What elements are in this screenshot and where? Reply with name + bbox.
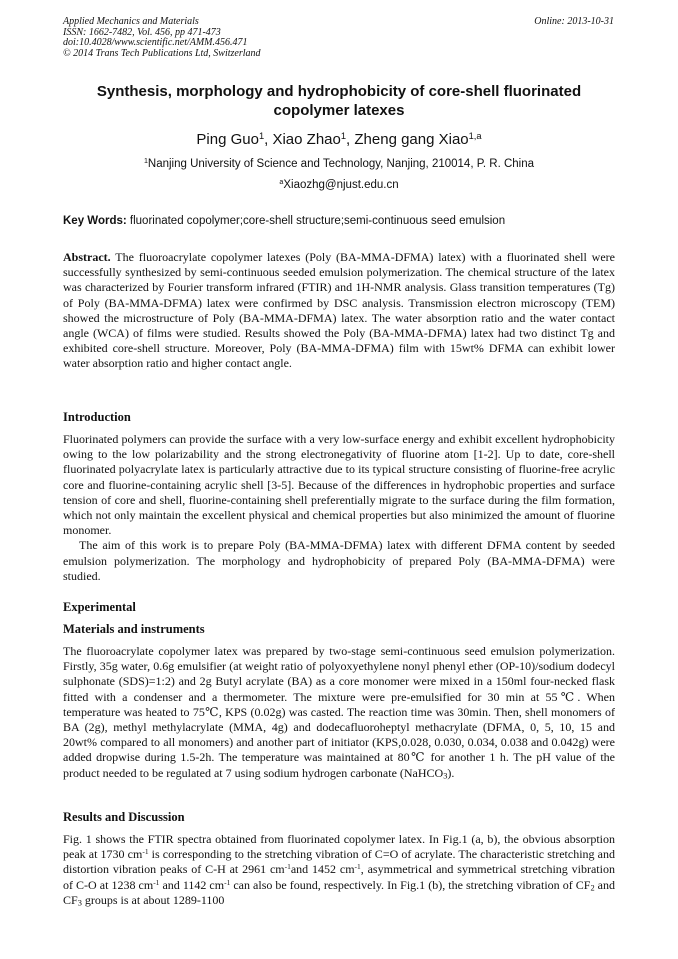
email-mark: a	[279, 178, 284, 187]
results-text: can also be found, respectively. In Fig.1 (b), the stretching vibration of CF	[230, 877, 591, 892]
unit-superscript: -1	[142, 847, 149, 857]
results-text: , asymmetrical and symmetrical stretching vibration of C-O at 1238 cm	[63, 862, 615, 892]
keywords-text: fluorinated copolymer;core-shell structure;semi-continuous seed emulsion	[126, 215, 506, 227]
results-body	[63, 832, 615, 908]
unit-superscript: -1	[153, 877, 160, 887]
experimental-text: The fluoroacrylate copolymer latex was prepared by two-stage semi-continuous seed emulsion polymerization. Firstly, 35g water, 0.6g emulsifier (at weight ratio of polyoxyethylene nonyl phenyl ether (OP-10)/sodium dodecyl sulphonate (SDS)=1:2) and 2g Butyl acrylate (BA) as a core monomer were mixed in a 150ml four-necked flask fitted with a condenser and a thermometer. The mixture were pre-emulsified for 30 min at 55℃. When temperature was heated to 75℃, KPS (0.02g) was casted. The reaction time was 30min. Then, shell monomers of BA (2g), methyl methylacrylate (MMA, 4g) and dodecafluoroheptyl methacrylate (DFMA, 0, 5, 10, 15 and 20wt% compared to all monomers) and another part of initiator (KPS,0.028, 0.030, 0.034, 0.038 and 0.042g) were added dropwise during 1.5-2h. The temperature was maintained at 80℃ for another 1 h. The pH value of the product needed to be regulated at 7 using sodium hydrogen carbonate (NaHCO	[63, 644, 615, 780]
introduction-body	[63, 432, 615, 584]
paper-title: Synthesis, morphology and hydrophobicity of core-shell fluorinated copolymer latexes	[96, 83, 582, 119]
author-affil-mark: 1	[258, 130, 265, 141]
introduction-heading: Introduction	[63, 410, 131, 424]
materials-subheading: Materials and instruments	[63, 622, 205, 636]
journal-header	[63, 17, 261, 59]
author-name: Zheng gang Xiao	[354, 131, 469, 148]
results-text: is corresponding to the stretching vibration of C=O of acrylate. The characteristic stretching and distortion vibration peaks of C-H at 2961 cm	[63, 847, 615, 877]
author-email	[63, 178, 615, 192]
affiliation	[63, 157, 615, 171]
results-text: and CF	[63, 877, 616, 907]
unit-superscript: -1	[224, 877, 231, 887]
formula-subscript: 2	[590, 883, 595, 893]
abstract	[63, 250, 615, 372]
author-affil-mark: 1	[340, 130, 347, 141]
doi-line: doi:10.4028/www.scientific.net/AMM.456.471	[63, 37, 248, 48]
author-name: Xiao Zhao	[272, 131, 341, 148]
author-name: Ping Guo	[196, 131, 259, 148]
results-text: and 1452 cm	[290, 862, 355, 877]
results-text: groups is at about 1289-1100	[81, 892, 225, 907]
formula-subscript: 3	[443, 771, 448, 781]
journal-name: Applied Mechanics and Materials	[63, 16, 199, 27]
results-heading: Results and Discussion	[63, 810, 185, 824]
formula-subscript: 3	[77, 898, 82, 908]
issn-line: ISSN: 1662-7482, Vol. 456, pp 471-473	[63, 26, 221, 38]
unit-superscript: -1	[284, 862, 291, 872]
experimental-body	[63, 644, 615, 781]
results-paragraph	[63, 832, 615, 908]
introduction-paragraph-2: The aim of this work is to prepare Poly (BA-MMA-DFMA) latex with different DFMA content by seeded emulsion polymerization. The morphology and hydrophobicity of prepared Poly (BA-MMA-DFMA) were studied.	[63, 538, 615, 583]
experimental-paragraph	[63, 644, 615, 781]
keywords-label: Key Words:	[63, 215, 127, 227]
experimental-text-end: ).	[447, 765, 455, 780]
author-list: Ping Guo$^1$, Xiao Zhao$^1$, Zheng gang Xiao$^{1,a}$	[196, 130, 482, 148]
affiliation-mark: 1	[143, 157, 148, 166]
email-text: Xiaozhg@njust.edu.cn	[283, 179, 399, 191]
keywords	[63, 214, 615, 228]
copyright-line: © 2014 Trans Tech Publications Ltd, Switzerland	[63, 47, 261, 59]
unit-superscript: -1	[354, 862, 361, 872]
results-text: and 1142 cm	[159, 877, 225, 892]
results-text: Fig. 1 shows the FTIR spectra obtained from fluorinated copolymer latex. In Fig.1 (a, b), the obvious absorption peak at 1730 cm	[63, 832, 615, 862]
affiliation-text: Nanjing University of Science and Technology, Nanjing, 210014, P. R. China	[147, 158, 535, 170]
abstract-label: Abstract.	[63, 250, 111, 264]
introduction-paragraph-1: Fluorinated polymers can provide the surface with a very low-surface energy and exhibit excellent hydrophobicity owing to the low polarizability and the strong electronegativity of fluorine atom [1-2]. Up to date, core-shell fluorinated polyacrylate latex is particularly attractive due to its typical structure consisting of fluorine-free acrylic core and fluorine-containing acrylic shell [3-5]. Because of the differences in hydrophobic properties and surface tension of core and shell, fluorine-containing shell preferentially migrate to the surface during the film formation, which not only maintain the excellent physical and chemical properties but also minimized the amount of fluorine monomer.	[63, 432, 615, 538]
abstract-text: The fluoroacrylate copolymer latexes (Poly (BA-MMA-DFMA) latex) with a fluorinated shell were successfully synthesized by semi-continuous seeded emulsion polymerization. The chemical structure of the latex was characterized by Fourier transform infrared (FTIR) and 1H-NMR analysis. Glass transition temperatures (Tg) of Poly (BA-MMA-DFMA) latex were confirmed by DSC analysis. Transmission electron microscopy (TEM) showed the microstructure of Poly (BA-MMA-DFMA) latex. The water absorption ratio and the water contact angle (WCA) of films were studied. Results showed the Poly (BA-MMA-DFMA) latex had two distinct Tg and exhibited core-shell structure. Moreover, Poly (BA-MMA-DFMA) film with 15wt% DFMA can exhibit lower water absorption ratio and higher contact angle.	[63, 250, 615, 371]
author-affil-mark: 1,a	[468, 130, 482, 141]
online-date: Online: 2013-10-31	[534, 16, 614, 27]
experimental-heading: Experimental	[63, 600, 136, 614]
